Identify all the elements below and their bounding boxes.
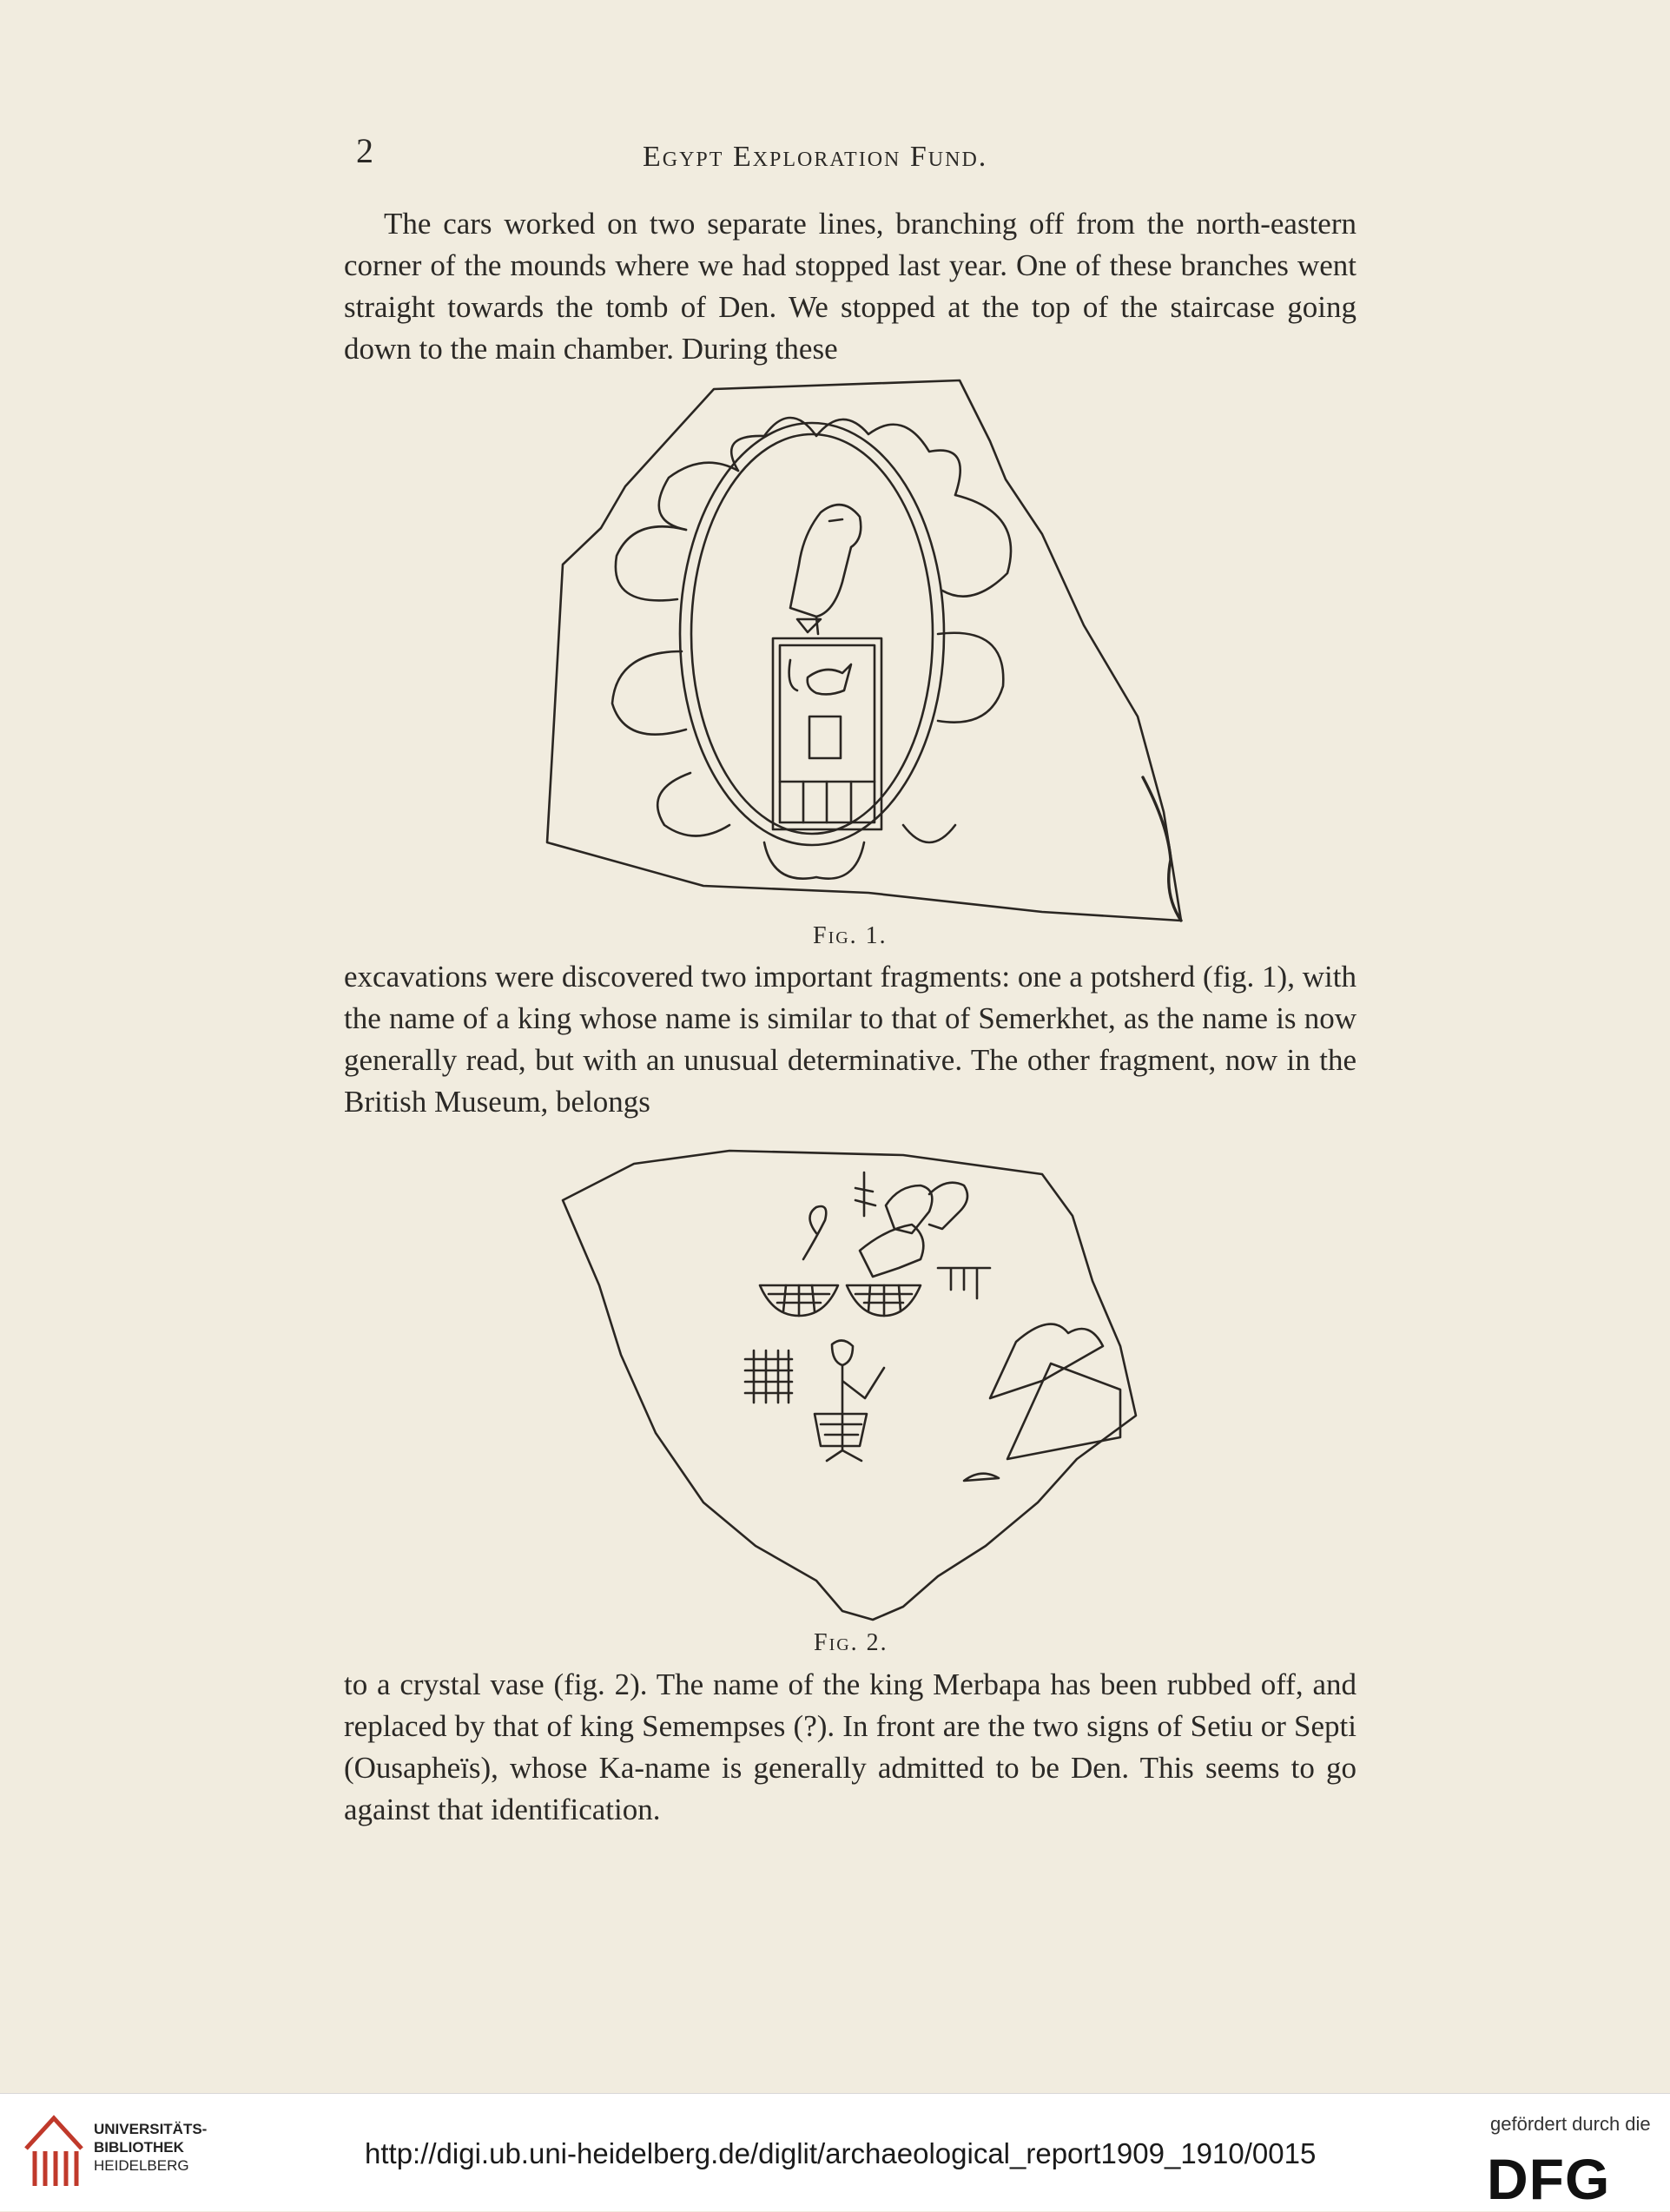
library-name-line-3: HEIDELBERG <box>94 2157 189 2174</box>
library-logo-roof <box>26 2118 82 2149</box>
permalink-url[interactable]: http://digi.ub.uni-heidelberg.de/diglit/archaeological_report1909_1910/0015 <box>365 2137 1317 2169</box>
paragraph-1: The cars worked on two separate lines, branching off from the north-eastern corner of the mounds where we had stopped last year. One of these branches went straight towards the tomb of Den. We stopped at the top of the staircase going down to the main chamber. During these <box>344 207 1356 366</box>
figure-2-caption: Fig. 2. <box>814 1629 888 1656</box>
library-name-line-2: BIBLIOTHEK <box>94 2139 184 2156</box>
funded-by-label: gefördert durch die <box>1490 2113 1651 2135</box>
running-head: Egypt Exploration Fund. <box>643 141 988 173</box>
paragraph-2: excavations were discovered two important fragments: one a potsherd (fig. 1), with the name of a king whose name is similar to that of Semerkhet, as the name is now generally read, but with an unusual determinative. The other fragment, now in the British Museum, belongs <box>344 960 1356 1119</box>
library-name <box>94 2120 207 2175</box>
dfg-logo[interactable]: DFG <box>1487 2147 1611 2211</box>
page-number: 2 <box>356 131 373 170</box>
university-library-logo-icon <box>19 2110 89 2192</box>
library-logo-columns <box>35 2151 76 2186</box>
figure-2-vase-fragment-drawing <box>556 1138 1146 1633</box>
library-name-line-1: UNIVERSITÄTS- <box>94 2121 208 2137</box>
viewer-footer <box>0 2093 1670 2211</box>
figure-1-caption: Fig. 1. <box>813 922 888 949</box>
figure-1-potsherd-drawing <box>521 373 1190 929</box>
paragraph-3: to a crystal vase (fig. 2). The name of the king Merbapa has been rubbed off, and replaced by that of king Semempses (?). In front are the two signs of Setiu or Septi (Ousapheïs), whose Ka-name is generally admitted to be Den. This seems to go against that identification. <box>344 1667 1356 1826</box>
